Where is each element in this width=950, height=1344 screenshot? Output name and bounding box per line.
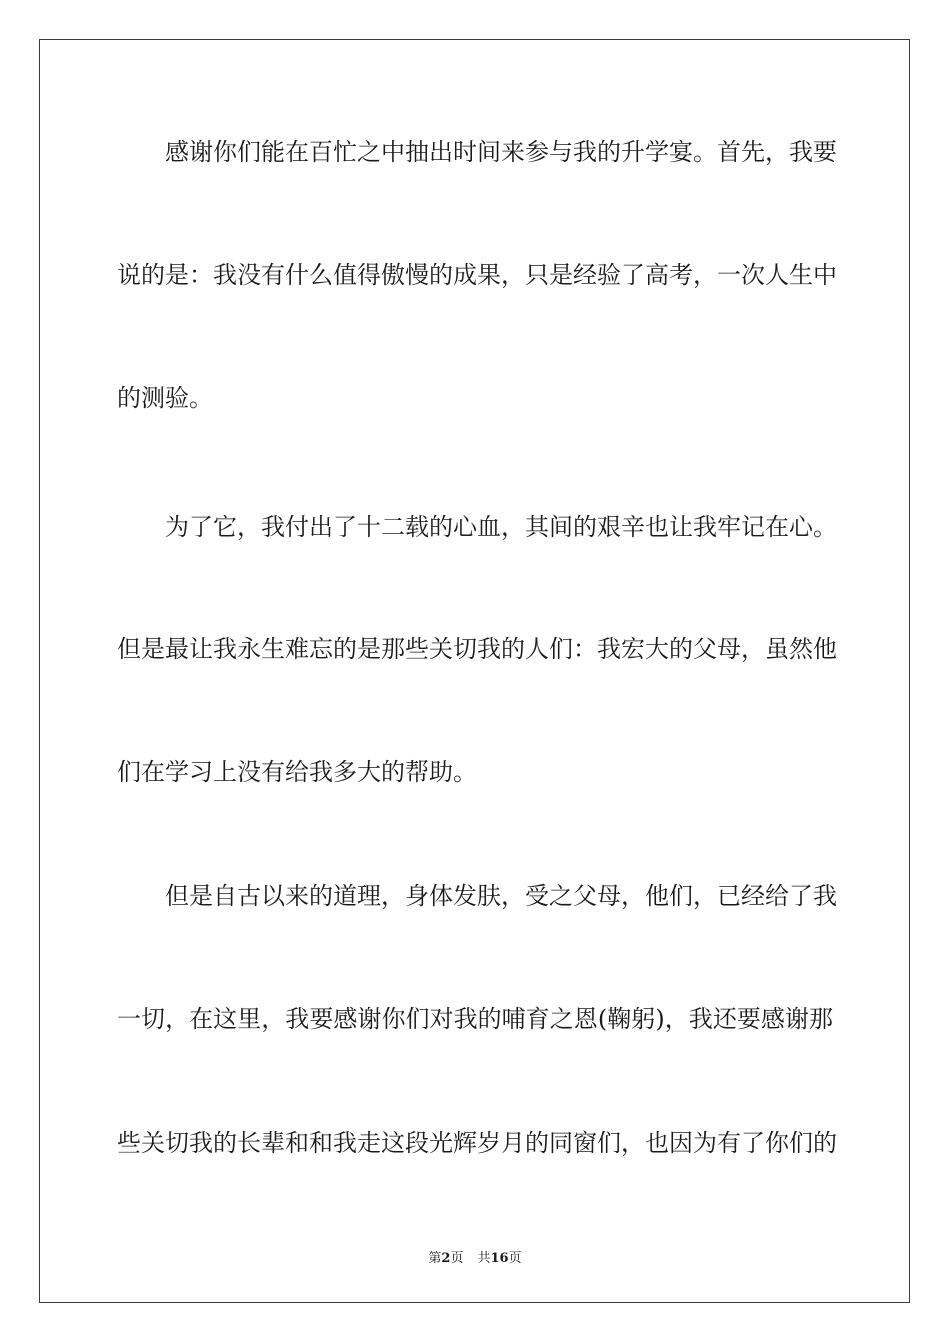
page-frame (39, 39, 910, 1303)
total-suffix: 页 (508, 1251, 522, 1266)
page-footer (0, 1247, 950, 1266)
paragraph-line: 但是自古以来的道理，身体发肤，受之父母，他们，已经给了我 (165, 882, 837, 910)
paragraph-line: 们在学习上没有给我多大的帮助。 (117, 758, 477, 786)
total-pages: 16 (490, 1251, 509, 1266)
paragraph-line: 但是最让我永生难忘的是那些关切我的人们：我宏大的父母，虽然他 (117, 635, 837, 663)
total-prefix: 共 (477, 1251, 491, 1266)
paragraph-line: 感谢你们能在百忙之中抽出时间来参与我的升学宴。首先，我要 (165, 138, 837, 166)
page-number: 2 (441, 1251, 451, 1266)
paragraph-line: 些关切我的长辈和和我走这段光辉岁月的同窗们，也因为有了你们的 (117, 1129, 837, 1157)
paragraph-line: 的测验。 (117, 384, 213, 412)
page-suffix: 页 (450, 1251, 464, 1266)
page-prefix: 第 (428, 1251, 442, 1266)
paragraph-line: 为了它，我付出了十二载的心血，其间的艰辛也让我牢记在心。 (165, 513, 837, 541)
paragraph-line: 一切，在这里，我要感谢你们对我的哺育之恩(鞠躬)，我还要感谢那 (117, 1005, 833, 1033)
paragraph-line: 说的是：我没有什么值得傲慢的成果，只是经验了高考，一次人生中 (117, 261, 837, 289)
